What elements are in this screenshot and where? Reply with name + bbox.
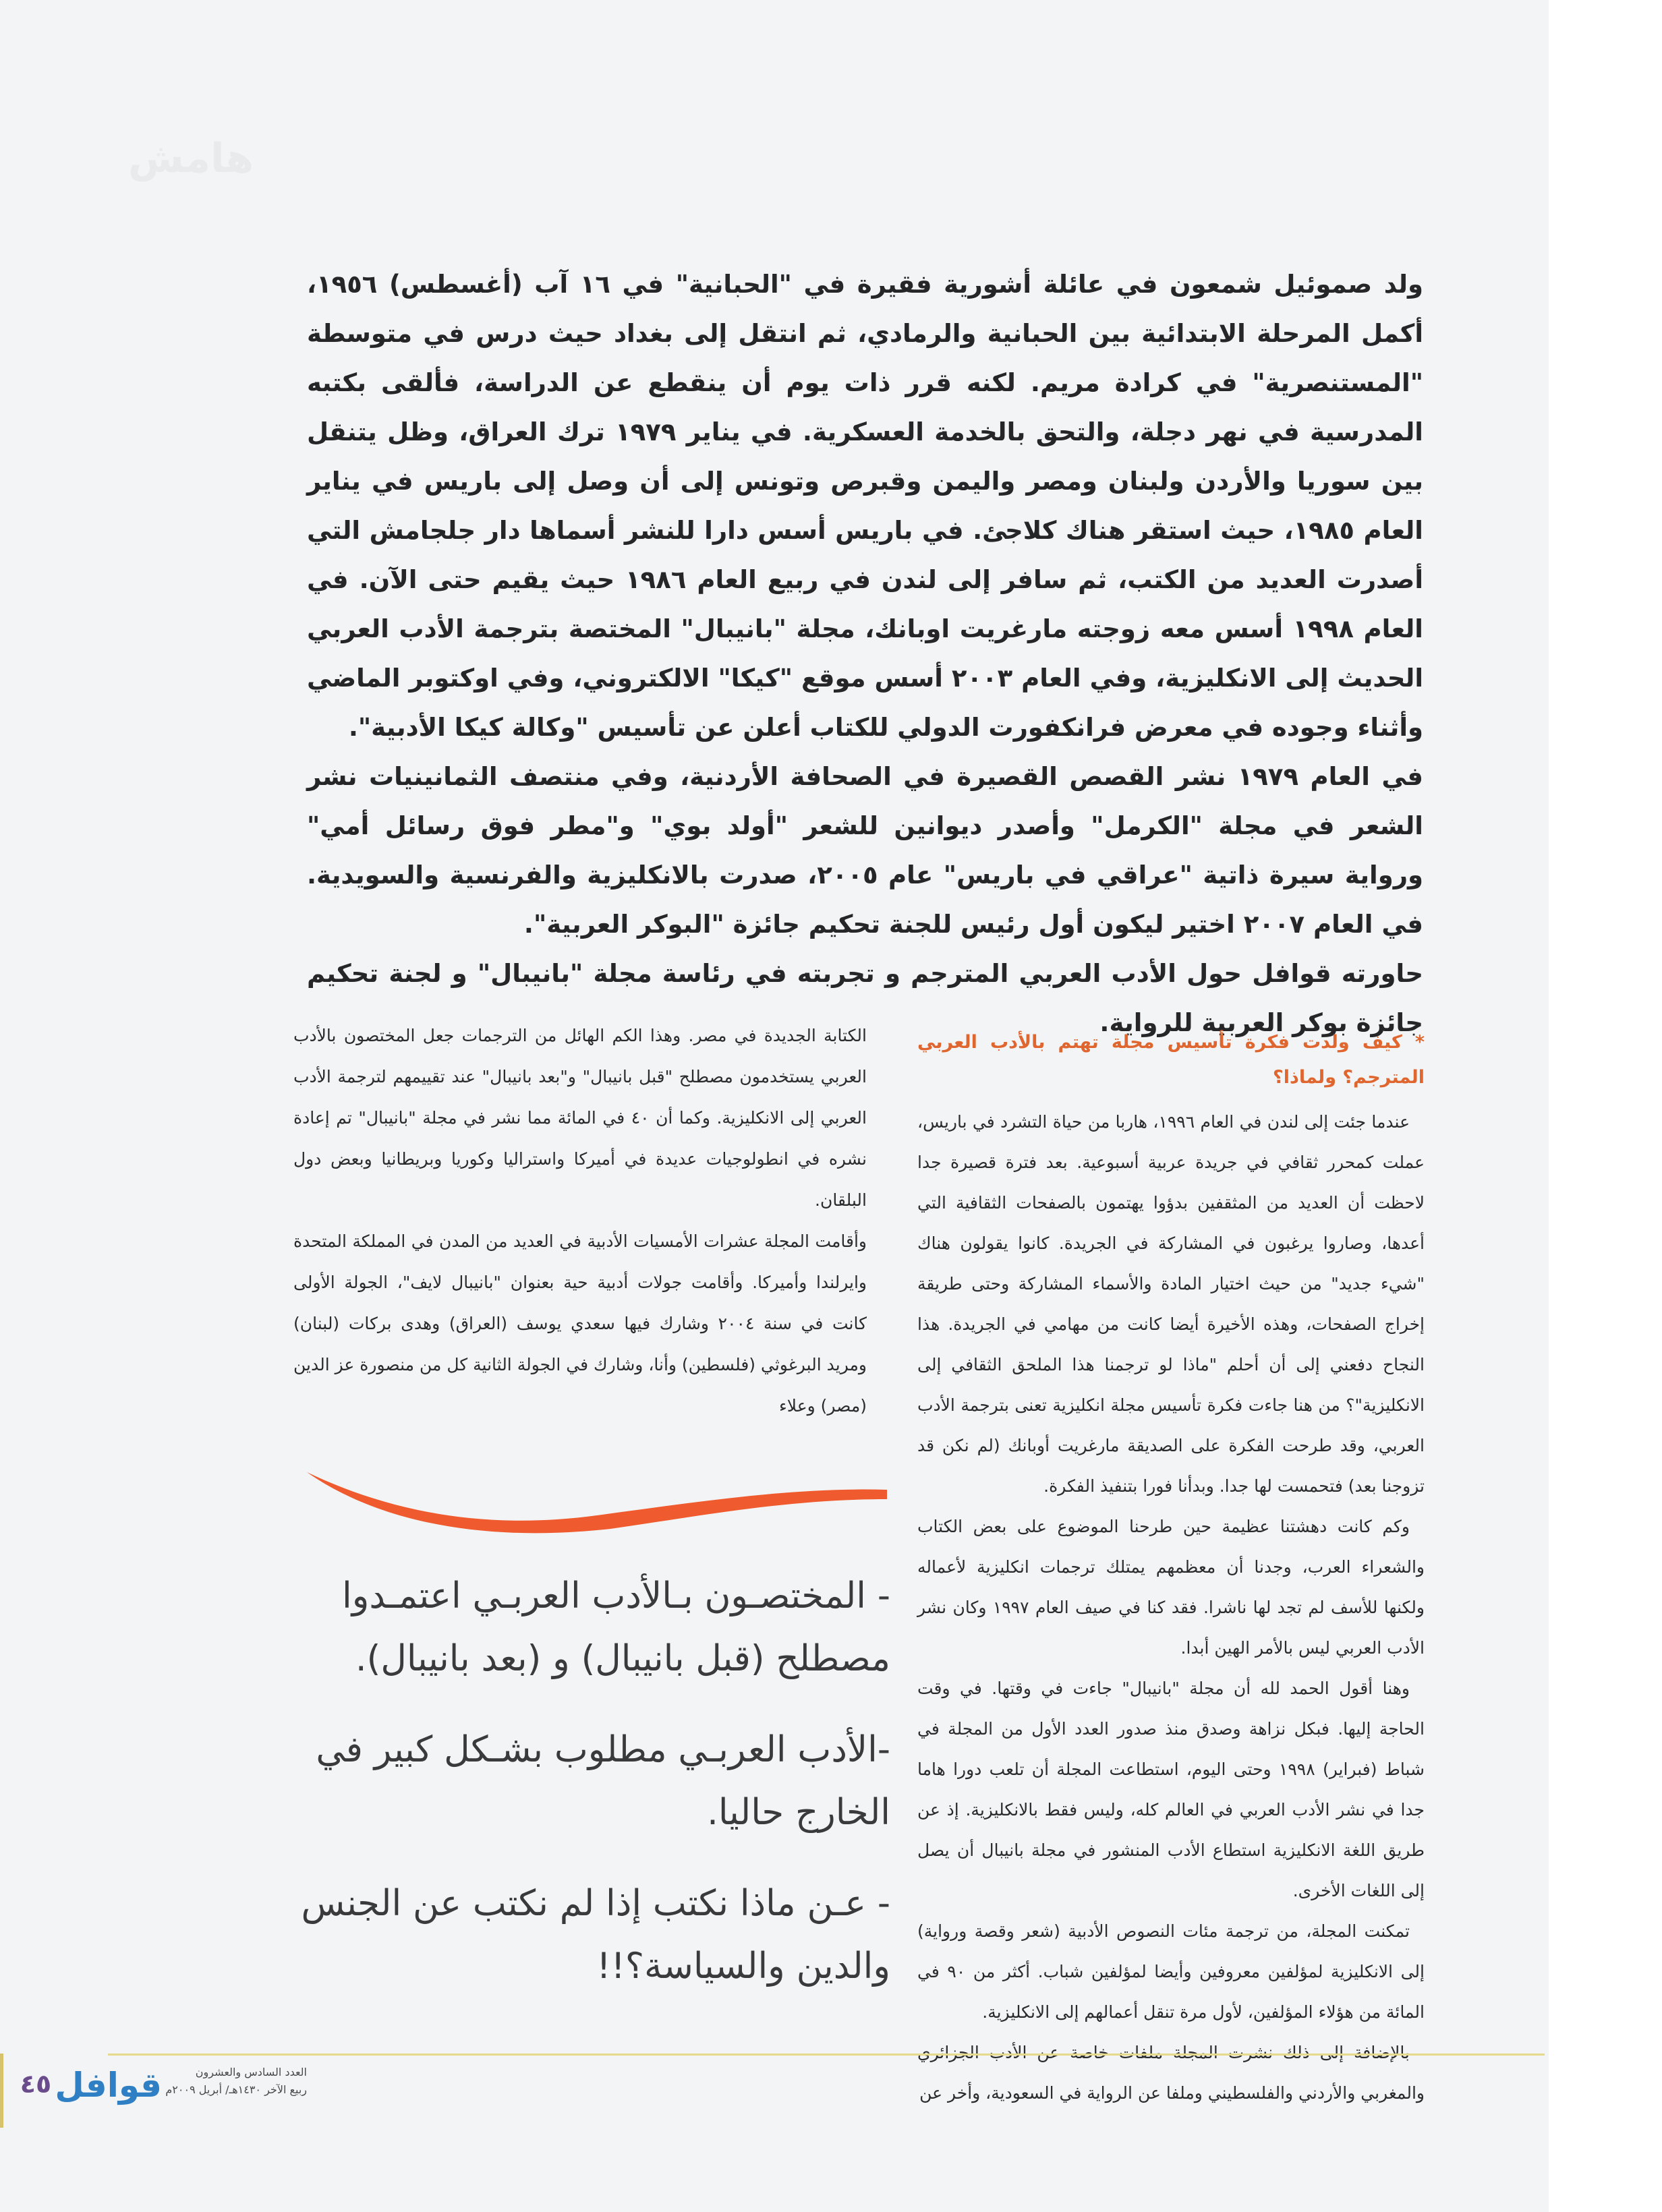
interview-question: * كيف ولدت فكرة تأسيس مجلة تهتم بالأدب العربي المترجم؟ ولماذا؟	[917, 1032, 1425, 1088]
decorative-swoosh	[307, 1460, 887, 1534]
answer-paragraph: تمكنت المجلة، من ترجمة مئات النصوص الأدبية (شعر وقصة ورواية) إلى الانكليزية لمؤلفين معروفين وأيضا لمؤلفين شباب. أكثر من ٩٠ في المائة من هؤلاء المؤلفين، لأول مرة تنقل أعمالهم إلى الانكليزية.	[917, 1921, 1425, 2022]
page-number: ٤٥	[20, 2069, 52, 2099]
faded-section-heading: هامش	[128, 135, 254, 182]
magazine-logo: قوافل	[55, 2066, 162, 2105]
issue-info	[165, 2064, 307, 2099]
pull-quote: - المختصـون بـالأدب العربـي اعتمـدوا مصطلح (قبل بانيبال) و (بعد بانيبال).	[342, 1575, 890, 1679]
issue-number: العدد السادس والعشرون	[195, 2066, 307, 2078]
answer-paragraph: بالإضافة إلى ذلك نشرت المجلة ملفات خاصة عن الأدب الجزائري والمغربي والأردني والفلسطيني وملفا عن الرواية في السعودية، وأخر عن	[917, 2043, 1425, 2103]
pull-quotes	[297, 1565, 890, 2026]
continued-paragraph: الكتابة الجديدة في مصر. وهذا الكم الهائل من الترجمات جعل المختصون بالأدب العربي يستخدمون مصطلح "قبل بانيبال" و"بعد بانيبال" عند تقييمهم لترجمة الأدب العربي إلى الانكليزية. وكما أن ٤٠ في المائة مما نشر في مجلة "بانيبال" تم إعادة نشره في انطولوجيات عديدة في أميركا واستراليا وكوريا وبريطانيا وبعض دول البلقان.	[293, 1026, 867, 1210]
swoosh-shape	[307, 1472, 887, 1533]
footer-side-bar	[0, 2054, 3, 2128]
pull-quote: - عـن ماذا نكتب إذا لم نكتب عن الجنس والدين والسياسة؟!!	[301, 1883, 890, 1987]
intro-paragraph-1: ولد صموئيل شمعون في عائلة أشورية فقيرة في "الحبانية" في ١٦ آب (أغسطس) ١٩٥٦، أكمل المرحلة الابتدائية بين الحبانية والرمادي، ثم انتقل إلى بغداد حيث درس في متوسطة "المستنصرية" في كرادة مريم. لكنه قرر ذات يوم أن ينقطع عن الدراسة، فألقى بكتبه المدرسية في نهر دجلة، والتحق بالخدمة العسكرية. في يناير ١٩٧٩ ترك العراق، وظل يتنقل بين سوريا والأردن ولبنان ومصر واليمن وقبرص وتونس إلى أن وصل إلى باريس في يناير العام ١٩٨٥، حيث استقر هناك كلاجئ. في باريس أسس دارا للنشر أسماها دار جلجامش التي أصدرت العديد من الكتب، ثم سافر إلى لندن في ربيع العام ١٩٨٦ حيث يقيم حتى الآن. في العام ١٩٩٨ أسس معه زوجته مارغريت اوبانك، مجلة "بانيبال" المختصة بترجمة الأدب العربي الحديث إلى الانكليزية، وفي العام ٢٠٠٣ أسس موقع "كيكا" الالكتروني، وفي اوكتوبر الماضي وأثناء وجوده في معرض فرانكفورت الدولي للكتاب أعلن عن تأسيس "وكالة كيكا الأدبية".	[307, 270, 1423, 742]
intro-paragraph-2: في العام ١٩٧٩ نشر القصص القصيرة في الصحافة الأردنية، وفي منتصف الثمانينيات نشر الشعر في مجلة "الكرمل" وأصدر ديوانين للشعر "أولد بوي" و"مطر فوق رسائل أمي" ورواية سيرة ذاتية "عراقي في باريس" عام ٢٠٠٥، صدرت بالانكليزية والفرنسية والسويدية. في العام ٢٠٠٧ اختير ليكون أول رئيس للجنة تحكيم جائزة "البوكر العربية".	[307, 762, 1424, 939]
answer-paragraph: وكم كانت دهشتنا عظيمة حين طرحنا الموضوع على بعض الكتاب والشعراء العرب، وجدنا أن معظمهم يمتلك ترجمات انكليزية لأعماله ولكنها للأسف لم تجد لها ناشرا. فقد كنا في صيف العام ١٩٩٧ وكان نشر الأدب العربي ليس بالأمر الهين أبدا.	[917, 1517, 1425, 1658]
answer-paragraph: وهنا أقول الحمد لله أن مجلة "بانيبال" جاءت في وقتها. في وقت الحاجة إليها. فبكل نزاهة وصدق منذ صدور العدد الأول من المجلة في شباط (فبراير) ١٩٩٨ وحتى اليوم، استطاعت المجلة أن تلعب دورا هاما جدا في نشر الأدب العربي في العالم كله، وليس فقط بالانكليزية. إذ عن طريق اللغة الانكليزية استطاع الأدب المنشور في مجلة بانيبال أن يصل إلى اللغات الأخرى.	[917, 1679, 1425, 1900]
continued-paragraph: وأقامت المجلة عشرات الأمسيات الأدبية في العديد من المدن في المملكة المتحدة وايرلندا وأميركا. وأقامت جولات أدبية حية بعنوان "بانيبال لايف"، الجولة الأولى كانت في سنة ٢٠٠٤ وشارك فيها سعدي يوسف (العراق) وهدى بركات (لبنان) ومريد البرغوثي (فلسطين) وأنا، وشارك في الجولة الثانية كل من منصورة عز الدين (مصر) وعلاء	[293, 1231, 867, 1416]
pull-quote: -الأدب العربـي مطلوب بشـكل كبير في الخارج حاليا.	[316, 1729, 890, 1833]
left-column	[293, 1015, 867, 1426]
footer-divider	[108, 2054, 1545, 2056]
answer-paragraph: عندما جئت إلى لندن في العام ١٩٩٦، هاربا من حياة التشرد في باريس، عملت كمحرر ثقافي في جريدة عربية أسبوعية. بعد فترة قصيرة جدا لاحظت أن العديد من المثقفين بدؤوا يهتمون بالصفحات الثقافية التي أعدها، وصاروا يرغبون في المشاركة في الجريدة. كانوا يقولون هناك "شيء جديد" من حيث اختيار المادة والأسماء المشاركة وحتى طريقة إخراج الصفحات، وهذه الأخيرة أيضا كانت من مهامي في الجريدة. هذا النجاح دفعني إلى أن أحلم "ماذا لو ترجمنا هذا الملحق الثقافي إلى الانكليزية"؟ من هنا جاءت فكرة تأسيس مجلة انكليزية تعنى بترجمة الأدب العربي، وقد طرحت الفكرة على الصديقة مارغريت أوبانك (لم نكن قد تزوجنا بعد) فتحمست لها جدا. وبدأنا فورا بتنفيذ الفكرة.	[917, 1112, 1425, 1496]
intro-paragraphs	[307, 260, 1423, 1047]
page-edge	[1549, 0, 1662, 2212]
intro-paragraph-3: حاورته قوافل حول الأدب العربي المترجم و تجربته في رئاسة مجلة "بانيبال" و لجنة تحكيم جائزة بوكر العربية للرواية.	[307, 959, 1423, 1037]
right-column	[917, 1025, 1425, 2114]
issue-date: ربيع الآخر ١٤٣٠هـ/ أبريل ٢٠٠٩م	[165, 2083, 307, 2096]
